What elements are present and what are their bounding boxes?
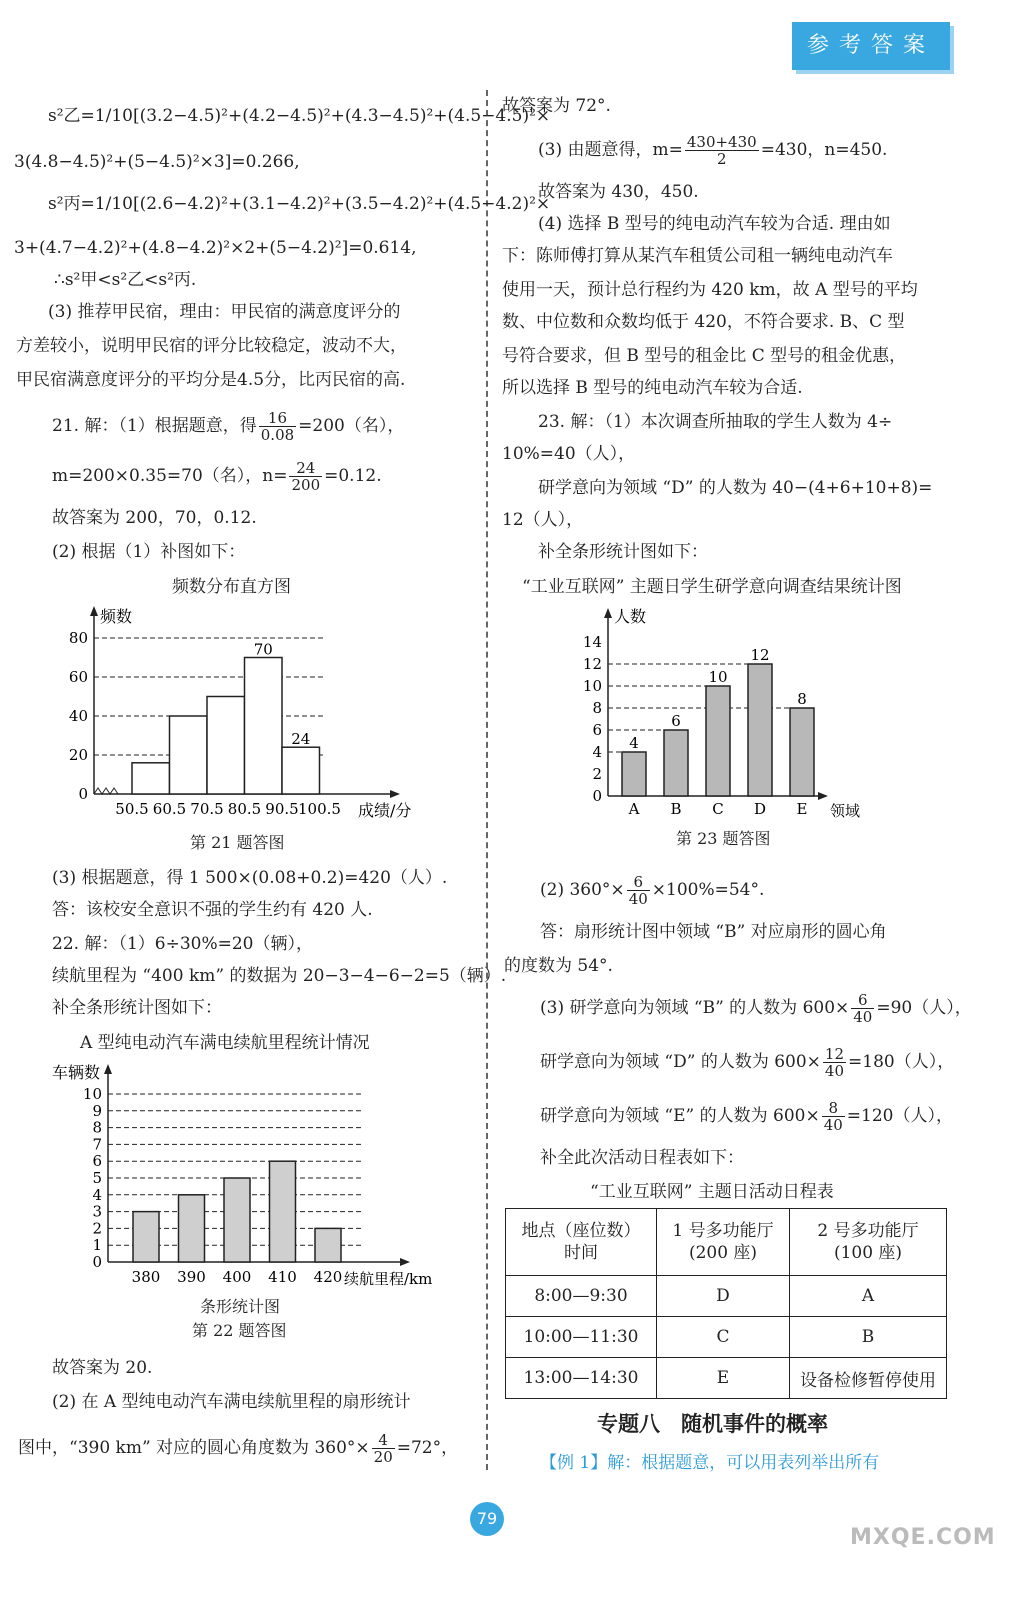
chart22-ytick: 0 bbox=[92, 1253, 102, 1271]
q22-answer: 故答案为 20. bbox=[52, 1358, 153, 1378]
chart21-bar-label: 24 bbox=[291, 730, 311, 749]
chart21-bar bbox=[245, 658, 283, 795]
chart23-ytick: 0 bbox=[592, 787, 602, 805]
table-cell: 8:00—9:30 bbox=[506, 1276, 657, 1317]
q22-2-line-1: (2) 在 A 型纯电动汽车满电续航里程的扇形统计 bbox=[52, 1392, 411, 1412]
chart21-xtick: 80.5 bbox=[227, 800, 262, 818]
chart22-bar bbox=[224, 1178, 250, 1262]
chart23-ytick: 10 bbox=[582, 677, 602, 695]
q21-line-1: 21. 解：（1）根据题意，得 $\frac{16}{0.08}$ =200（名）， bbox=[52, 409, 405, 444]
q23-line-2: 10%=40（人）， bbox=[502, 444, 636, 464]
q21-line-3: 故答案为 200，70，0.12. bbox=[52, 508, 257, 528]
chart23-xtick: C bbox=[712, 800, 724, 818]
chart23-ytick: 4 bbox=[592, 743, 602, 761]
q21-line-4: (2) 根据（1）补图如下： bbox=[52, 542, 246, 562]
chart21-axis-break bbox=[94, 788, 118, 794]
chart23-bar bbox=[664, 730, 688, 796]
chart21-bar bbox=[207, 697, 245, 795]
example-1-text: 【例 1】解：根据题意，可以用表列举出所有 bbox=[540, 1453, 880, 1473]
chart21-bar bbox=[132, 763, 170, 794]
chart22-ytick: 8 bbox=[92, 1118, 102, 1137]
chart23-xtick: E bbox=[796, 800, 808, 818]
q22-2-answer: 故答案为 72°. bbox=[502, 96, 611, 116]
chart23-xtick: A bbox=[628, 800, 640, 818]
q23-line-4: 12（人）， bbox=[502, 510, 584, 530]
variance-compare: ∴s²甲<s²乙<s²丙. bbox=[54, 270, 197, 290]
chart23-ytick: 8 bbox=[592, 699, 602, 717]
chart21-caption: 第 21 题答图 bbox=[190, 833, 285, 852]
chart21-ytick: 40 bbox=[68, 707, 88, 725]
chart23-caption: 第 23 题答图 bbox=[676, 829, 771, 848]
schedule-table bbox=[505, 1208, 947, 1399]
chart23-ytick: 14 bbox=[582, 633, 602, 651]
variance-line-4: 3+(4.7−4.2)²+(4.8−4.2)²×2+(5−4.2)²]=0.614, bbox=[14, 238, 417, 258]
chart22-bar bbox=[179, 1195, 205, 1262]
chart21-ytick: 20 bbox=[68, 746, 88, 764]
table-cell: E bbox=[657, 1358, 790, 1399]
chart21-title: 频数分布直方图 bbox=[172, 577, 291, 597]
chart21-bar bbox=[282, 747, 320, 794]
chart23-bar-label: 4 bbox=[629, 734, 639, 752]
watermark: MXQE.COM bbox=[850, 1525, 996, 1550]
chart23-y-arrow bbox=[604, 608, 612, 618]
table-row bbox=[506, 1317, 947, 1358]
chart22-x-arrow bbox=[400, 1258, 410, 1266]
chart23-xtick: B bbox=[670, 800, 682, 818]
q23-2-line: (2) 360°× $\frac{6}{40}$ ×100%=54°. bbox=[540, 873, 765, 908]
table-cell: C bbox=[657, 1317, 790, 1358]
chart22-xtick: 420 bbox=[313, 1268, 343, 1286]
chart23-ytick: 6 bbox=[592, 721, 602, 739]
table-cell: A bbox=[790, 1276, 947, 1317]
chart22-xlabel: 续航里程/km bbox=[344, 1270, 433, 1288]
chart22-ytick: 2 bbox=[92, 1219, 102, 1238]
chart21-xlabel: 成绩/分 bbox=[358, 801, 412, 820]
table-cell: 10:00—11:30 bbox=[506, 1317, 657, 1358]
chart23-bar bbox=[706, 686, 730, 796]
q22-4-line-5: 号符合要求，但 B 型号的租金比 C 型号的租金优惠， bbox=[502, 346, 907, 366]
table-row bbox=[506, 1276, 947, 1317]
q21-3-line-1: (3) 根据题意，得 1 500×(0.08+0.2)=420（人）. bbox=[52, 868, 448, 888]
q22-2-line-2: 图中，“390 km” 对应的圆心角度数为 360°× $\frac{4}{20}$ =72°， bbox=[18, 1431, 459, 1466]
chart23-bar bbox=[790, 708, 814, 796]
chart21-xtick: 50.5 bbox=[115, 800, 149, 818]
chart23-svg bbox=[580, 600, 880, 822]
chart22-svg bbox=[48, 1058, 458, 1290]
q23-2-answer-2: 的度数为 54°. bbox=[504, 956, 613, 976]
q21-line-2: m=200×0.35=70（名），n= $\frac{24}{200}$ =0.12. bbox=[52, 459, 382, 494]
chart21-y-arrow bbox=[90, 606, 98, 616]
chart21-xtick: 70.5 bbox=[190, 800, 224, 818]
chart21-bar-label: 70 bbox=[253, 640, 273, 659]
q22-4-line-4: 数、中位数和众数均低于 420，不符合要求. B、C 型 bbox=[502, 312, 905, 332]
q23-3-line-b: (3) 研学意向为领域 “B” 的人数为 600× $\frac{6}{40}$ =90（人）， bbox=[540, 991, 972, 1026]
q22-3-answer: 故答案为 430，450. bbox=[538, 182, 699, 202]
q22-4-line-6: 所以选择 B 型号的纯电动汽车较为合适. bbox=[502, 378, 803, 398]
chart22-ytick: 5 bbox=[92, 1169, 102, 1187]
chart21-xtick: 90.5 bbox=[265, 800, 299, 818]
chart23-ytick: 12 bbox=[582, 655, 602, 673]
q23-3-line-e: 研学意向为领域 “E” 的人数为 600× $\frac{8}{40}$ =120（人）， bbox=[540, 1099, 953, 1134]
chart22-bar bbox=[270, 1161, 296, 1262]
variance-line-3: s²丙=1/10[(2.6−4.2)²+(3.1−4.2)²+(3.5−4.2)²+(4.5−4.2)²× bbox=[48, 194, 551, 214]
chart21-xtick: 60.5 bbox=[152, 800, 187, 818]
chart21-svg bbox=[50, 598, 430, 828]
chart22-caption-2: 第 22 题答图 bbox=[192, 1321, 287, 1340]
chart21-x-arrow bbox=[390, 790, 400, 798]
chart22-bar bbox=[315, 1228, 341, 1262]
chart21-ylabel: 频数 bbox=[100, 607, 133, 626]
q23-line-3: 研学意向为领域 “D” 的人数为 40−(4+6+10+8)= bbox=[538, 478, 933, 498]
chart22-ytick: 4 bbox=[92, 1185, 102, 1204]
column-divider bbox=[486, 90, 488, 1470]
table-cell: 设备检修暂停使用 bbox=[790, 1358, 947, 1399]
q22-line-2: 续航里程为 “400 km” 的数据为 20−3−4−6−2=5（辆）. bbox=[52, 966, 507, 986]
page-number: 79 bbox=[470, 1502, 504, 1536]
chart22-ytick: 9 bbox=[92, 1101, 102, 1120]
schedule-header-hall-2: 2 号多功能厅 (100 座) bbox=[790, 1209, 947, 1276]
q21-3-line-2: 答：该校安全意识不强的学生约有 420 人. bbox=[52, 900, 373, 920]
variance-line-1: s²乙=1/10[(3.2−4.5)²+(4.2−4.5)²+(4.3−4.5)²+(4.5−4.5)²× bbox=[48, 106, 551, 126]
q23-3-line-d: 研学意向为领域 “D” 的人数为 600× $\frac{12}{40}$ =180（人）， bbox=[540, 1045, 955, 1080]
chart22-ytick: 1 bbox=[92, 1236, 102, 1255]
chart23-xtick: D bbox=[753, 800, 767, 818]
table-row bbox=[506, 1358, 947, 1399]
chart21-ytick: 60 bbox=[68, 668, 88, 686]
chart21-xtick: 100.5 bbox=[298, 800, 341, 818]
q22-line-3: 补全条形统计图如下： bbox=[52, 998, 222, 1018]
q22-4-line-1: (4) 选择 B 型号的纯电动汽车较为合适. 理由如 bbox=[538, 214, 891, 234]
chart21-ytick: 0 bbox=[78, 785, 88, 803]
q22-4-line-3: 使用一天，预计总行程约为 420 km，故 A 型号的平均 bbox=[502, 280, 918, 300]
q22-line-1: 22. 解：（1）6÷30%=20（辆）， bbox=[52, 934, 313, 954]
q22-3-line: (3) 由题意得，m= $\frac{430+430}{2}$ =430，n=450. bbox=[538, 133, 888, 168]
chart21-bar bbox=[170, 716, 208, 794]
chart22-caption-1: 条形统计图 bbox=[200, 1297, 281, 1316]
chart23-ylabel: 人数 bbox=[614, 607, 647, 626]
q23-2-answer-1: 答：扇形统计图中领域 “B” 对应扇形的圆心角 bbox=[540, 922, 887, 942]
chart23-bar-label: 8 bbox=[797, 690, 807, 708]
q23-line-5: 补全条形统计图如下： bbox=[538, 542, 708, 562]
table-cell: D bbox=[657, 1276, 790, 1317]
chart22-ytick: 7 bbox=[92, 1135, 102, 1154]
chart22-xtick: 390 bbox=[177, 1268, 206, 1286]
chart22-xtick: 400 bbox=[222, 1268, 252, 1286]
chart22-ytick: 6 bbox=[92, 1152, 102, 1171]
chart23-title: “工业互联网” 主题日学生研学意向调查结果统计图 bbox=[522, 577, 902, 597]
chart23-bar-label: 6 bbox=[671, 712, 681, 730]
q23-3-line-table: 补全此次活动日程表如下： bbox=[540, 1148, 744, 1168]
schedule-header-corner: 地点（座位数） 时间 bbox=[506, 1209, 657, 1276]
q20-3-line-2: 方差较小，说明甲民宿的评分比较稳定，波动不大， bbox=[16, 336, 407, 356]
chart23-x-arrow bbox=[818, 792, 828, 800]
schedule-title: “工业互联网” 主题日活动日程表 bbox=[590, 1182, 834, 1202]
chart22-ytick: 10 bbox=[82, 1085, 102, 1103]
chart22-xtick: 410 bbox=[268, 1268, 297, 1286]
q20-3-line-1: (3) 推荐甲民宿，理由：甲民宿的满意度评分的 bbox=[48, 302, 401, 322]
chart23-bar bbox=[748, 664, 772, 796]
q23-line-1: 23. 解：（1）本次调查所抽取的学生人数为 4÷ bbox=[538, 412, 893, 432]
chart22-y-arrow bbox=[104, 1064, 112, 1074]
chart22-title: A 型纯电动汽车满电续航里程统计情况 bbox=[80, 1033, 370, 1053]
chart23-bar bbox=[622, 752, 646, 796]
table-cell: B bbox=[790, 1317, 947, 1358]
chart23-ytick: 2 bbox=[592, 765, 602, 783]
chart22-ytick: 3 bbox=[92, 1202, 102, 1221]
chart23-xlabel: 领域 bbox=[830, 802, 861, 820]
section-title: 专题八 随机事件的概率 bbox=[597, 1412, 828, 1436]
variance-line-2: 3(4.8−4.5)²+(5−4.5)²×3]=0.266, bbox=[14, 152, 300, 172]
table-cell: 13:00—14:30 bbox=[506, 1358, 657, 1399]
q22-4-line-2: 下：陈师傅打算从某汽车租赁公司租一辆纯电动汽车 bbox=[502, 246, 893, 266]
schedule-header-hall-1: 1 号多功能厅 (200 座) bbox=[657, 1209, 790, 1276]
chart23-bar-label: 12 bbox=[750, 646, 770, 664]
chart22-ylabel: 车辆数 bbox=[52, 1063, 101, 1082]
chart22-xtick: 380 bbox=[131, 1268, 161, 1286]
answer-key-badge: 参考答案 bbox=[792, 22, 950, 70]
chart23-bar-label: 10 bbox=[708, 668, 728, 686]
chart21-ytick: 80 bbox=[68, 629, 88, 647]
chart22-bar bbox=[133, 1212, 159, 1262]
q20-3-line-3: 甲民宿满意度评分的平均分是4.5分，比丙民宿的高. bbox=[16, 370, 406, 390]
